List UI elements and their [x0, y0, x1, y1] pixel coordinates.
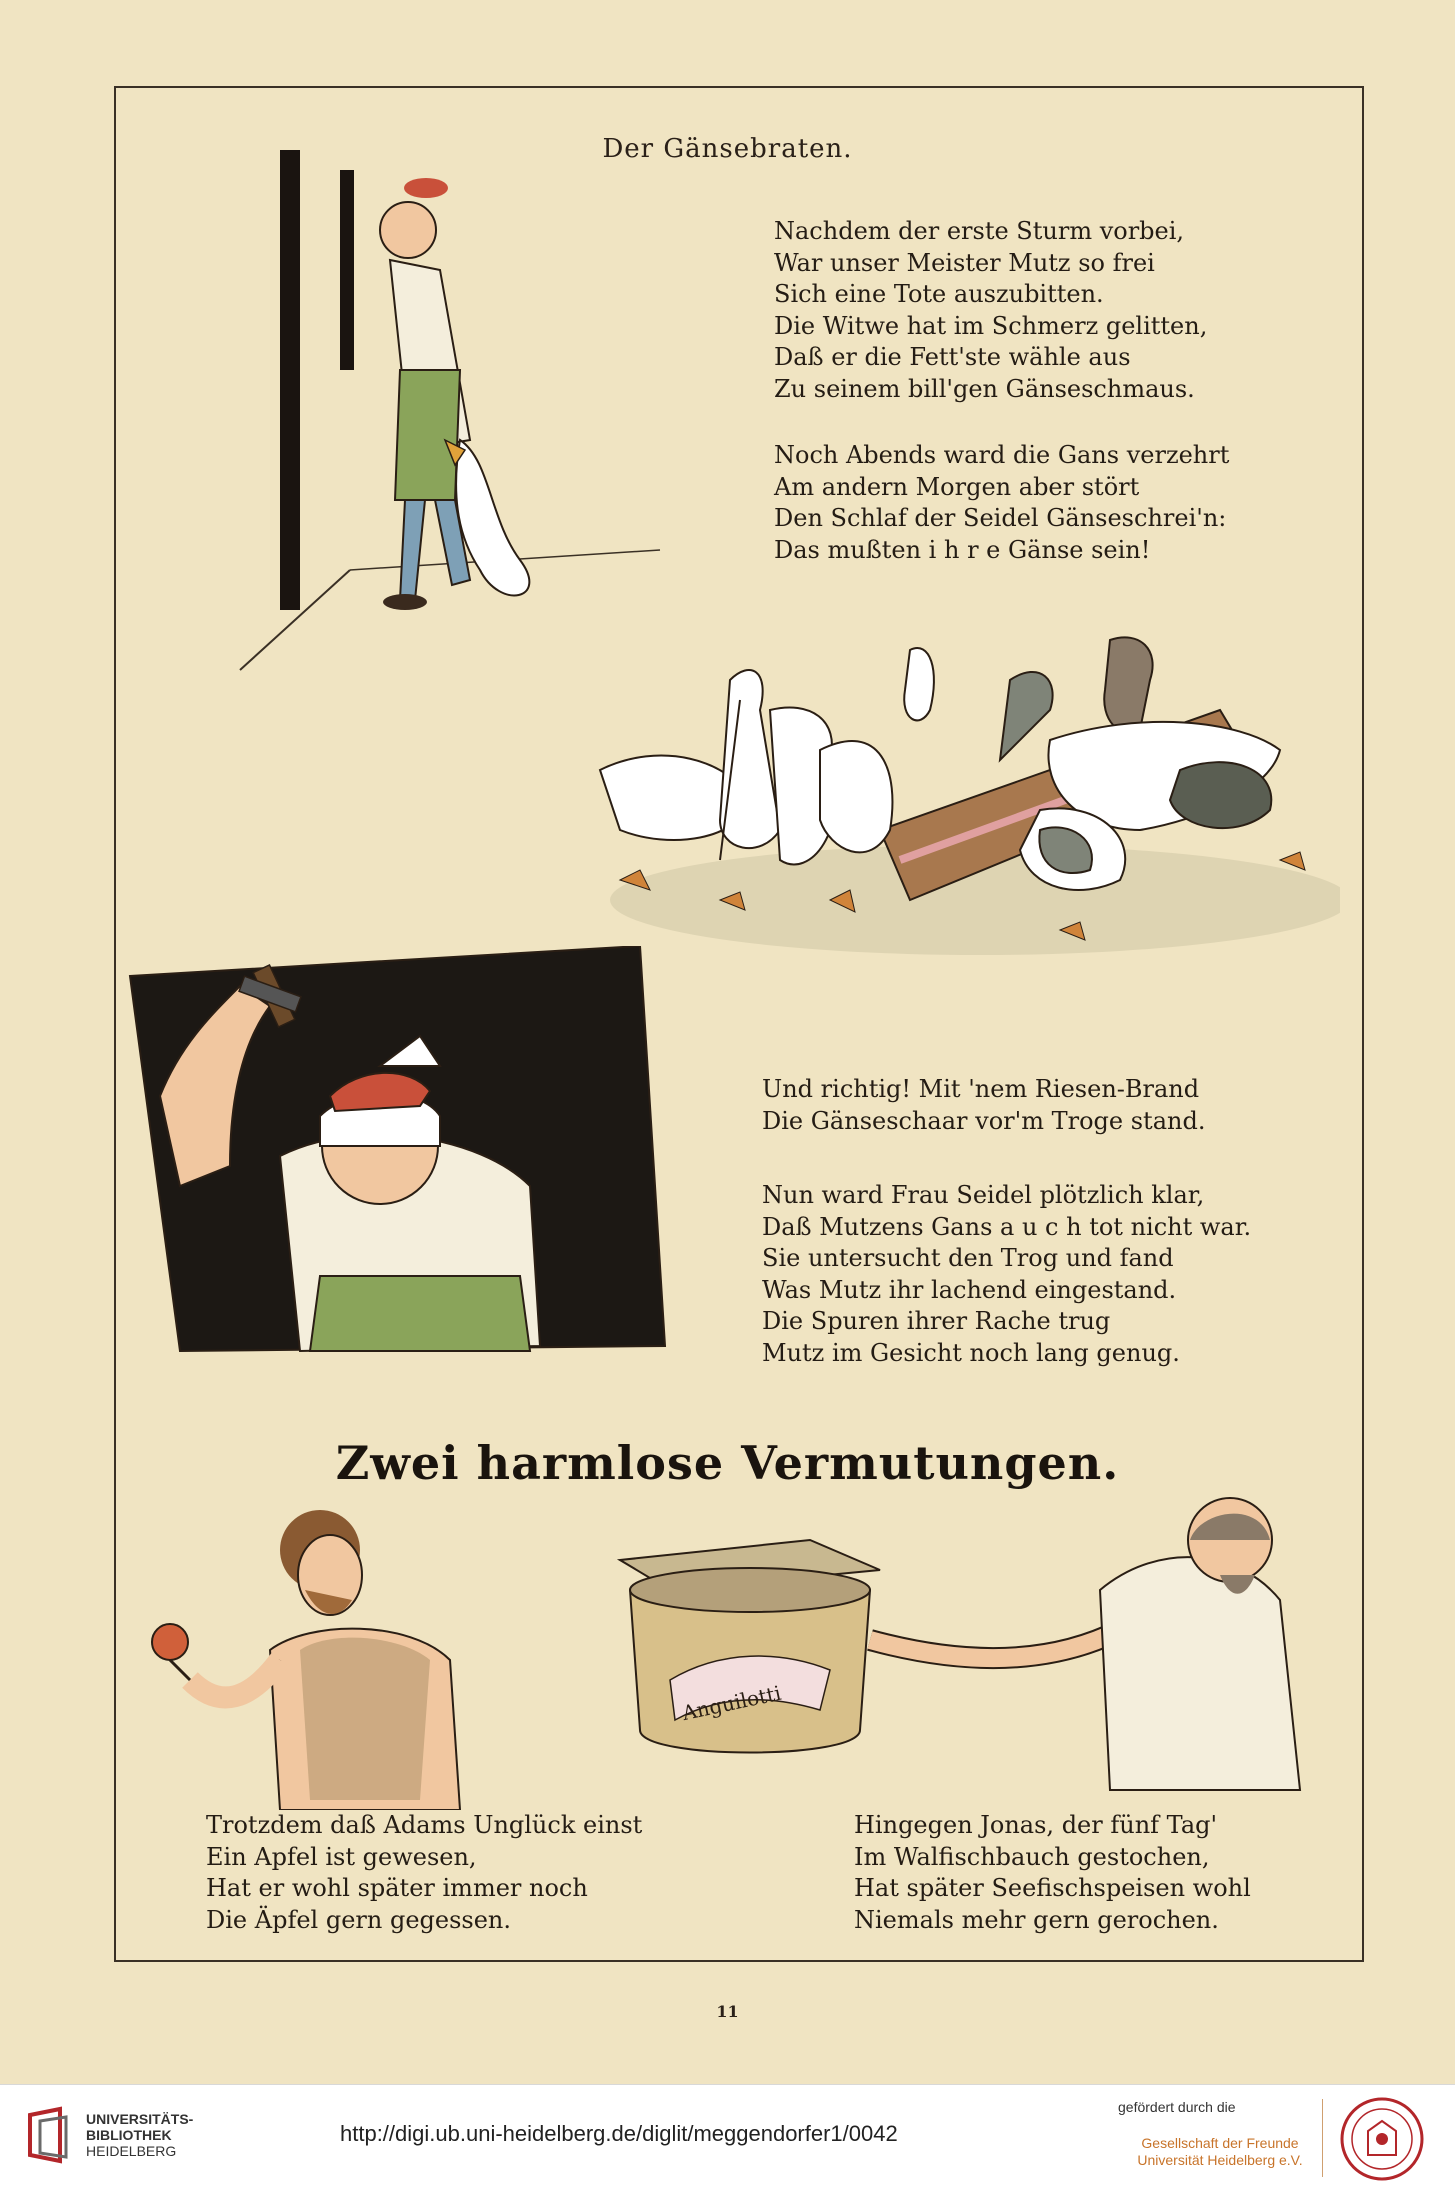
verse-line: Hat er wohl später immer noch	[206, 1874, 588, 1902]
verse-line: Sich eine Tote auszubitten.	[774, 280, 1104, 308]
stanza-1	[774, 216, 1207, 405]
verse-line: Die Witwe hat im Schmerz gelitten,	[774, 311, 1208, 340]
verse-line: Die Äpfel gern gegessen.	[206, 1905, 512, 1934]
verse-line: Was Mutz ihr lachend eingestand.	[762, 1275, 1177, 1304]
verse-line: Niemals mehr gern gerochen.	[854, 1905, 1219, 1934]
stanza-3	[762, 1074, 1205, 1137]
verse-line: Trotzdem daß Adams Unglück einst	[206, 1811, 643, 1839]
illustration-adam-with-apple	[130, 1480, 570, 1810]
illustration-jonas-and-barrel	[580, 1480, 1340, 1810]
library-name	[86, 2111, 193, 2159]
verse-line: Das mußten i h r e Gänse sein!	[774, 535, 1151, 564]
verse-line: War unser Meister Mutz so frei	[774, 248, 1155, 277]
stanza-2	[774, 440, 1229, 566]
illustration-man-with-goose	[230, 140, 690, 680]
verse-line: Sie untersucht den Trog und fand	[762, 1244, 1174, 1272]
stanza-4	[762, 1180, 1251, 1369]
library-name-line: HEIDELBERG	[86, 2143, 177, 2159]
verse-line: Im Walfischbauch gestochen,	[854, 1842, 1210, 1871]
verse-line: Hingegen Jonas, der fünf Tag'	[854, 1811, 1218, 1839]
verse-line: Daß Mutzens Gans a u c h tot nicht war.	[762, 1212, 1252, 1241]
university-library-logo-icon	[20, 2105, 76, 2167]
poem2-title: Zwei harmlose Vermutungen.	[335, 1436, 1120, 1490]
footer-divider	[1322, 2099, 1323, 2177]
stanza-5	[206, 1810, 642, 1936]
permalink-url[interactable]: http://digi.ub.uni-heidelberg.de/diglit/meggendorfer1/0042	[340, 2121, 898, 2146]
verse-line: Und richtig! Mit 'nem Riesen-Brand	[762, 1075, 1200, 1103]
sponsor-name-line: Universität Heidelberg e.V.	[1137, 2152, 1303, 2168]
sponsor-name-line: Gesellschaft der Freunde	[1141, 2135, 1299, 2151]
verse-line: Nachdem der erste Sturm vorbei,	[774, 217, 1185, 245]
verse-line: Nun ward Frau Seidel plötzlich klar,	[762, 1181, 1205, 1209]
verse-line: Am andern Morgen aber stört	[774, 472, 1140, 501]
poem1-title: Der Gänsebraten.	[602, 134, 853, 164]
barrel-label: Anguilotti	[680, 1680, 784, 1726]
university-seal-icon	[1338, 2095, 1426, 2183]
verse-line: Mutz im Gesicht noch lang genug.	[762, 1338, 1180, 1367]
library-name-line: BIBLIOTHEK	[86, 2127, 172, 2143]
verse-line: Den Schlaf der Seidel Gänseschrei'n:	[774, 504, 1227, 532]
verse-line: Daß er die Fett'ste wähle aus	[774, 343, 1131, 371]
verse-line: Die Gänseschaar vor'm Troge stand.	[762, 1106, 1206, 1135]
verse-line: Zu seinem bill'gen Gänseschmaus.	[774, 374, 1195, 403]
stanza-6	[854, 1810, 1251, 1936]
verse-line: Noch Abends ward die Gans verzehrt	[774, 441, 1230, 469]
verse-line: Ein Apfel ist gewesen,	[206, 1842, 477, 1871]
verse-line: Die Spuren ihrer Rache trug	[762, 1307, 1111, 1335]
illustration-bandaged-man	[120, 946, 670, 1356]
illustration-geese-at-trough	[580, 600, 1340, 980]
library-name-line: UNIVERSITÄTS-	[86, 2111, 194, 2127]
sponsor-prefix: gefördert durch die	[1118, 2099, 1236, 2115]
sponsor-name[interactable]	[1130, 2135, 1310, 2169]
page-number: 11	[716, 2002, 739, 2021]
verse-line: Hat später Seefischspeisen wohl	[854, 1874, 1251, 1902]
